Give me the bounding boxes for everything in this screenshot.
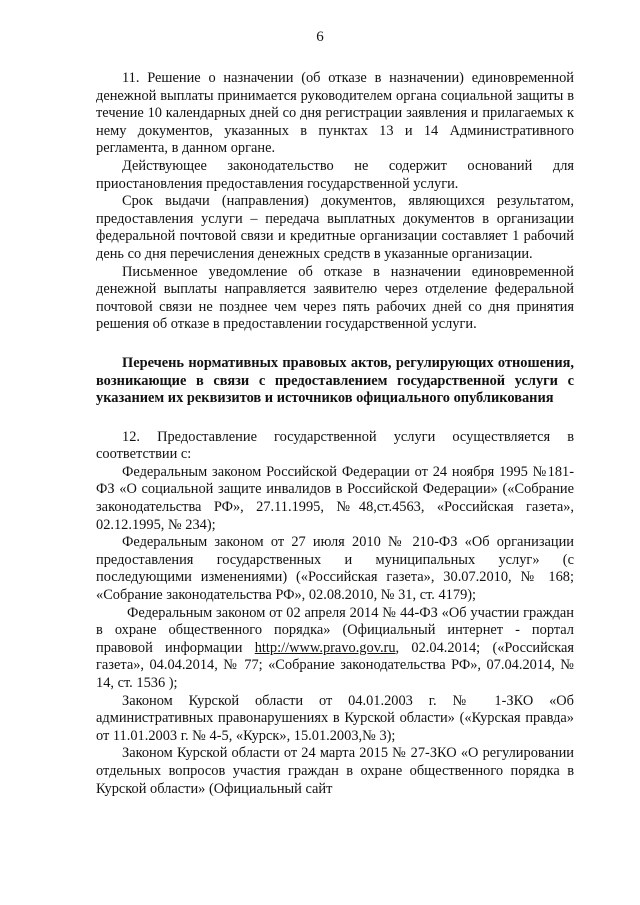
paragraph-issue-term: Срок выдачи (направления) документов, являющихся результатом, предоставления услуги – передача выплатных документов в организации федеральной почтовой связи и кредитные организации составляет 1 рабочий день со дня перечисления денежных средств в указанные организации. [96, 193, 574, 262]
law-44-fz-text: Федеральным законом от 02 апреля 2014 № 44-ФЗ «Об участии граждан в охране общественного порядка» (Официальный интернет - портал правовой информации [96, 604, 574, 656]
section-heading: Перечень нормативных правовых актов, регулирующих отношения, возникающие в связи с предоставлением государственной услуги с указанием их реквизитов и источников официального опубликования [96, 354, 574, 407]
spacer [96, 334, 574, 355]
paragraph-12-intro: 12. Предоставление государственной услуги осуществляется в соответствии с: [96, 428, 574, 463]
page-number: 6 [316, 29, 324, 45]
paragraph-11-decision: 11. Решение о назначении (об отказе в назначении) единовременной денежной выплаты принимается руководителем органа социальной защиты в течение 10 календарных дней со дня регистрации заявления и прилагаемых к нему документов, указанных в пунктах 13 и 14 Административного регламента, в данном органе. [96, 70, 574, 157]
law-44-fz-source: , 02.04.2014; («Российская газета», 04.04.2014, № 77; «Собрание законодательства РФ», 07.04.2014, № 14, ст. 1536 ); [96, 639, 574, 691]
law-1-zko: Законом Курской области от 04.01.2003 г. № 1-ЗКО «Об административных правонарушениях в Курской области» («Курская правда» от 11.01.2003 г. № 4-5, «Курск», 15.01.2003,№ 3); [96, 692, 574, 744]
law-210-fz: Федеральным законом от 27 июля 2010 № 210-ФЗ «Об организации предоставления государственных и муниципальных услуг» (с последующими изменениями) («Российская газета», 30.07.2010, № 168; «Собрание законодательства РФ», 02.08.2010, № 31, ст. 4179); [96, 534, 574, 604]
law-181-fz: Федеральным законом Российской Федерации от 24 ноября 1995 №181-ФЗ «О социальной защите инвалидов в Российской Федерации» («Собрание законодательства РФ», 27.11.1995, №48,ст.4563, «Российская газета», 02.12.1995, № 234); [96, 463, 574, 533]
paragraph-no-suspension: Действующее законодательство не содержит оснований для приостановления предоставления государственной услуги. [96, 157, 574, 192]
paragraph-refusal-notice: Письменное уведомление об отказе в назначении единовременной денежной выплаты направляется заявителю через отделение федеральной почтовой связи не позднее чем через пять рабочих дней со дня принятия решения об отказе в предоставлении государственной услуги. [96, 263, 574, 333]
law-27-zko: Законом Курской области от 24 марта 2015 № 27-ЗКО «О регулировании отдельных вопросов участия граждан в охране общественного порядка в Курской области» (Официальный сайт [96, 745, 574, 797]
spacer [96, 408, 574, 429]
document-body [96, 70, 574, 798]
pravo-gov-link[interactable]: http://www.pravo.gov.ru [254, 639, 396, 656]
law-44-fz [96, 605, 574, 693]
